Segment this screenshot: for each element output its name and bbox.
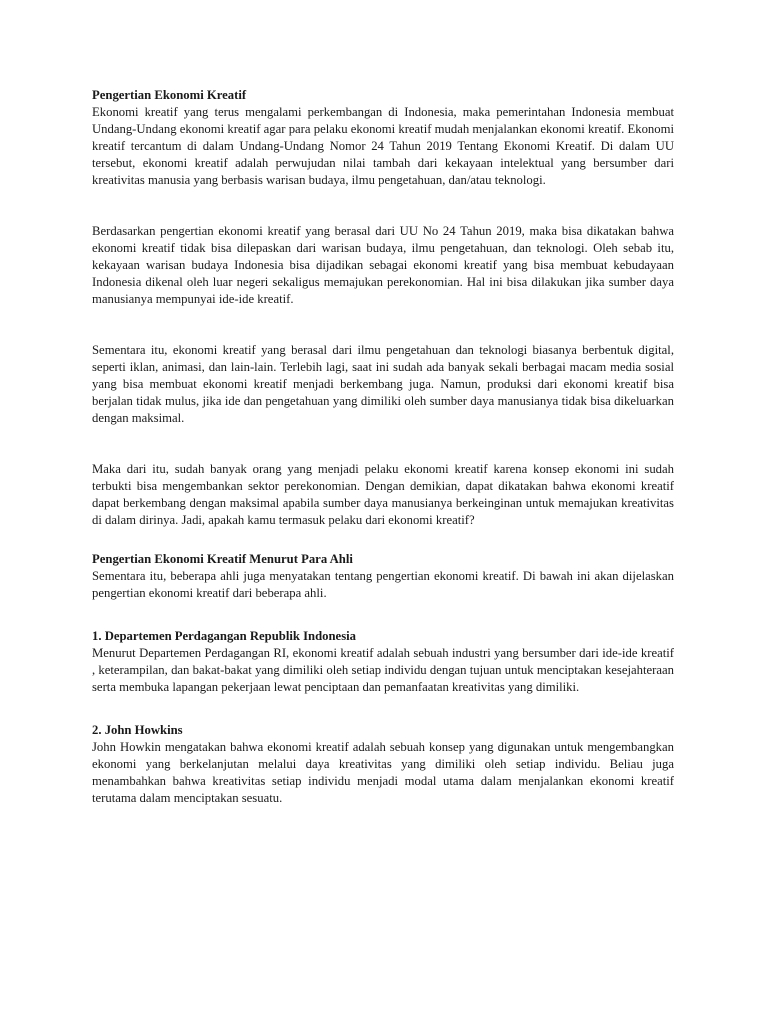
spacer [92, 427, 674, 461]
paragraph: Berdasarkan pengertian ekonomi kreatif yang berasal dari UU No 24 Tahun 2019, maka bisa dikatakan bahwa ekonomi kreatif tidak bisa dilepaskan dari warisan budaya, ilmu pengetahuan, dan teknologi. Oleh sebab itu, kekayaan warisan budaya Indonesia bisa dijadikan sebagai ekonomi kreatif yang bisa membuat kebudayaan Indonesia dikenal oleh luar negeri sekaligus memajukan perekonomian. Hal ini bisa dilakukan jika sumber daya manusianya mempunyai ide-ide kreatif. [92, 224, 674, 306]
spacer [92, 696, 674, 722]
section-heading-pengertian: Pengertian Ekonomi Kreatif [92, 88, 247, 102]
section-heading-menurut-ahli: Pengertian Ekonomi Kreatif Menurut Para Ahli [92, 552, 353, 566]
expert-heading-departemen: 1. Departemen Perdagangan Republik Indonesia [92, 629, 356, 643]
paragraph: John Howkin mengatakan bahwa ekonomi kreatif adalah sebuah konsep yang digunakan untuk mengembangkan ekonomi yang berkelanjutan melalui daya kreativitas yang dimiliki oleh setiap individu. Beliau juga menambahkan bahwa kreativitas setiap individu menjadi modal utama dalam menjalankan ekonomi kreatif terutama dalam menciptakan sesuatu. [92, 740, 674, 805]
expert-heading-howkins: 2. John Howkins [92, 723, 183, 737]
paragraph: Sementara itu, beberapa ahli juga menyatakan tentang pengertian ekonomi kreatif. Di bawah ini akan dijelaskan pengertian ekonomi kreatif dari beberapa ahli. [92, 569, 674, 600]
spacer [92, 308, 674, 342]
paragraph: Ekonomi kreatif yang terus mengalami perkembangan di Indonesia, maka pemerintahan Indonesia membuat Undang-Undang ekonomi kreatif agar para pelaku ekonomi kreatif mudah menjalankan ekonomi kreatif. Ekonomi kreatif tercantum di dalam Undang-Undang Nomor 24 Tahun 2019 Tentang Ekonomi Kreatif. Di dalam UU tersebut, ekonomi kreatif adalah perwujudan nilai tambah dari kekayaan intelektual yang bersumber dari kreativitas manusia yang berbasis warisan budaya, ilmu pengetahuan, dan/atau teknologi. [92, 105, 674, 187]
paragraph: Sementara itu, ekonomi kreatif yang berasal dari ilmu pengetahuan dan teknologi biasanya berbentuk digital, seperti iklan, animasi, dan lain-lain. Terlebih lagi, saat ini sudah ada banyak sekali berbagai macam media sosial yang bisa membuat ekonomi kreatif menjadi berkembang juga. Namun, produksi dari ekonomi kreatif bisa berjalan tidak mulus, jika ide dan pengetahuan yang dimiliki oleh sumber daya manusianya tidak bisa dikeluarkan dengan maksimal. [92, 343, 674, 425]
spacer [92, 529, 674, 551]
paragraph: Maka dari itu, sudah banyak orang yang menjadi pelaku ekonomi kreatif karena konsep ekonomi ini sudah terbukti bisa mengembankan sektor perekonomian. Dengan demikian, dapat dikatakan bahwa ekonomi kreatif dapat berkembang dengan maksimal apabila sumber daya manusianya berkeinginan untuk memajukan kreativitas di dalam dirinya. Jadi, apakah kamu termasuk pelaku dari ekonomi kreatif? [92, 462, 674, 527]
document-page [92, 87, 674, 807]
paragraph: Menurut Departemen Perdagangan RI, ekonomi kreatif adalah sebuah industri yang bersumber dari ide-ide kreatif , keterampilan, dan bakat-bakat yang dimiliki oleh setiap individu dengan tujuan untuk menciptakan kesejahteraan serta membuka lapangan pekerjaan lewat penciptaan dan pemanfaatan kreativitas yang dimiliki. [92, 646, 674, 694]
spacer [92, 189, 674, 223]
spacer [92, 602, 674, 628]
